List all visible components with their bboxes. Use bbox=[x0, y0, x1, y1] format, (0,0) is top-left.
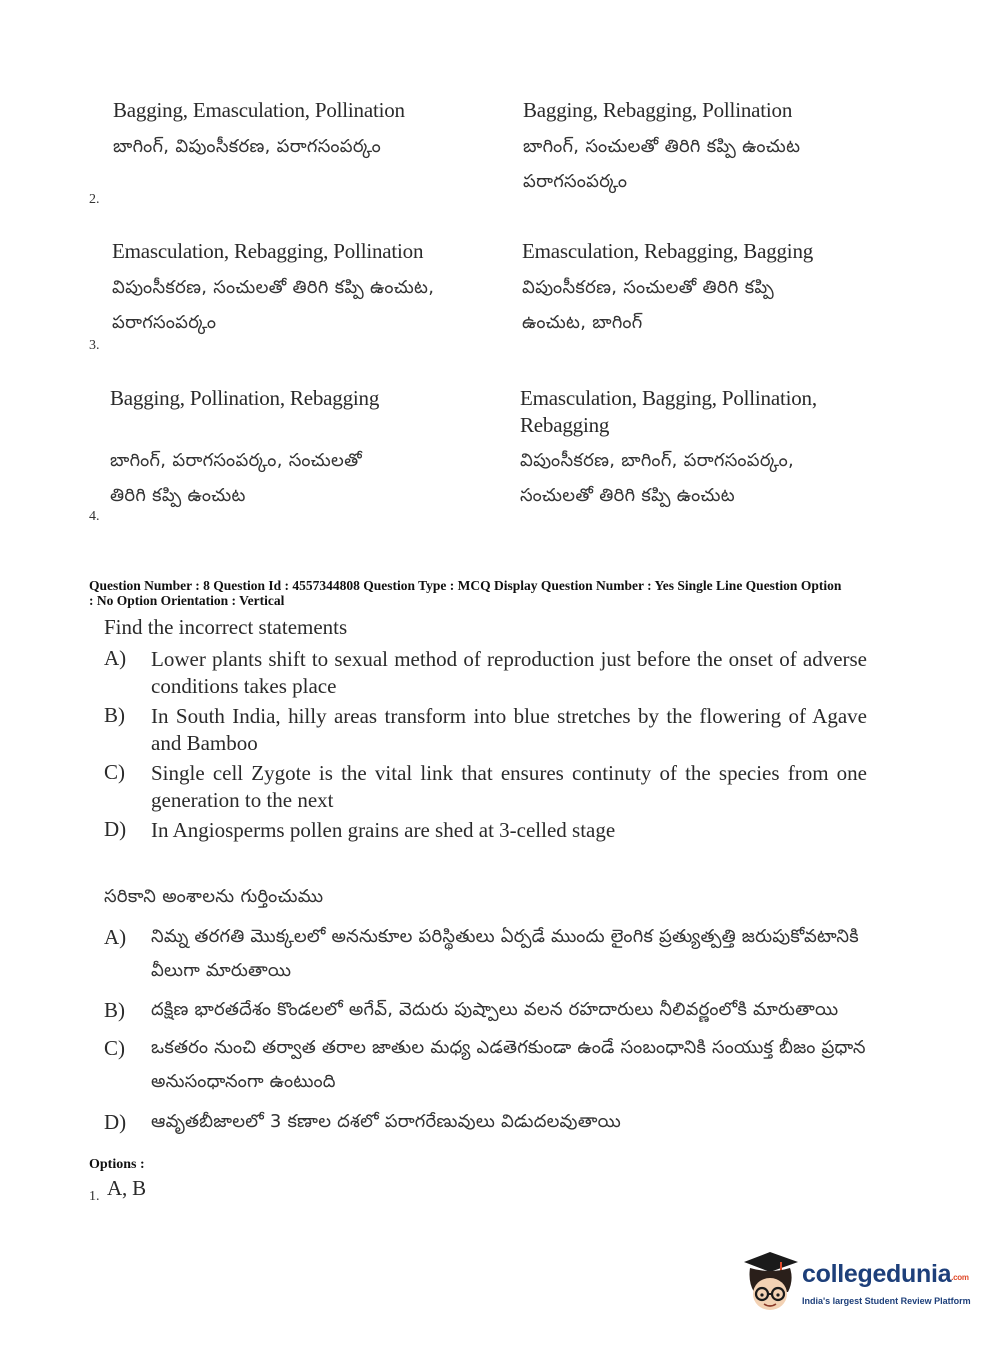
option-2-right-te-line2: పరాగసంపర్కం bbox=[523, 171, 628, 192]
option-3-right-te-line1: విపుంసీకరణ, సంచులతో తిరిగి కప్పి bbox=[522, 277, 775, 298]
question-stem-te: సరికాని అంశాలను గుర్తించుము bbox=[104, 886, 324, 907]
statement-te-d: ఆవృతబీజాలలో 3 కణాల దశలో పరాగరేణువులు విడుదలవుతాయి bbox=[151, 1111, 621, 1132]
option-4-right-en-line2: Rebagging bbox=[520, 413, 610, 437]
option-2-right-en: Bagging, Rebagging, Pollination bbox=[523, 98, 793, 122]
statement-te-c: ఒకతరం నుంచి తర్వాత తరాల జాతుల మధ్య ఎడతెగకుండా ఉండే సంబంధానికి సంయుక్త బీజం ప్రధాన అనుసంధానంగా ఉంటుంది bbox=[151, 1037, 866, 1092]
statement-en-c: Single cell Zygote is the vital link that ensures continuty of the species from one generation to the next bbox=[151, 761, 867, 812]
option-4-left-te-line2: తిరిగి కప్పి ఉంచుట bbox=[110, 485, 246, 506]
collegedunia-logo bbox=[740, 1252, 970, 1316]
option-2-right-te-line1: బాగింగ్, సంచులతో తిరిగి కప్పి ఉంచుట bbox=[523, 136, 801, 157]
options-label: Options : bbox=[89, 1157, 145, 1172]
statement-te-label-c: C) bbox=[104, 1036, 125, 1060]
logo-suffix: .com bbox=[951, 1273, 969, 1282]
option-3-left-te-line2: పరాగసంపర్కం bbox=[112, 312, 217, 333]
option-2-left-en: Bagging, Emasculation, Pollination bbox=[113, 98, 405, 122]
option-2-left-te: బాగింగ్, విపుంసీకరణ, పరాగసంపర్కం bbox=[113, 136, 382, 157]
option-4-right-en-line1: Emasculation, Bagging, Pollination, bbox=[520, 386, 817, 410]
option-4-right-te-line1: విపుంసీకరణ, బాగింగ్, పరాగసంపర్కం, bbox=[520, 450, 795, 471]
option-3-number: 3. bbox=[89, 338, 100, 353]
option-1-text: A, B bbox=[107, 1176, 146, 1200]
option-4-left-te-line1: బాగింగ్, పరాగసంపర్కం, సంచులతో bbox=[110, 450, 362, 471]
statement-te-label-d: D) bbox=[104, 1110, 127, 1134]
mascot-icon bbox=[740, 1252, 802, 1316]
option-1-number: 1. bbox=[89, 1189, 100, 1204]
logo-name: collegedunia bbox=[802, 1260, 952, 1288]
statement-te-label-a: A) bbox=[104, 925, 127, 949]
question-meta-line2: : No Option Orientation : Vertical bbox=[89, 593, 285, 608]
statement-en-d: In Angiosperms pollen grains are shed at 3-celled stage bbox=[151, 818, 616, 842]
option-4-number: 4. bbox=[89, 509, 100, 524]
statement-en-label-d: D) bbox=[104, 817, 127, 841]
option-3-right-en: Emasculation, Rebagging, Bagging bbox=[522, 239, 814, 263]
statement-en-b: In South India, hilly areas transform into blue stretches by the flowering of Agave and Bamboo bbox=[151, 704, 867, 755]
question-stem-en: Find the incorrect statements bbox=[104, 615, 348, 639]
option-2-number: 2. bbox=[89, 192, 100, 207]
statement-en-label-b: B) bbox=[104, 703, 125, 727]
statement-en-a: Lower plants shift to sexual method of reproduction just before the onset of adverse conditions takes place bbox=[151, 647, 867, 698]
question-meta-line1: Question Number : 8 Question Id : 4557344808 Question Type : MCQ Display Question Number : Yes Single Line Question Option bbox=[89, 578, 842, 593]
option-3-left-te-line1: విపుంసీకరణ, సంచులతో తిరిగి కప్పి ఉంచుట, bbox=[112, 277, 435, 298]
option-4-right-te-line2: సంచులతో తిరిగి కప్పి ఉంచుట bbox=[520, 485, 735, 506]
question-meta bbox=[89, 578, 919, 608]
option-4-left-en: Bagging, Pollination, Rebagging bbox=[110, 386, 380, 410]
statement-te-a: నిమ్న తరగతి మొక్కలలో అననుకూల పరిస్థితులు ఏర్పడే ముందు లైంగిక ప్రత్యుత్పత్తి జరుపుకోవటానికి వీలుగా మారుతాయి bbox=[151, 926, 859, 981]
statement-en-label-c: C) bbox=[104, 760, 125, 784]
statement-en-label-a: A) bbox=[104, 646, 127, 670]
option-3-right-te-line2: ఉంచుట, బాగింగ్ bbox=[522, 312, 643, 333]
statement-te-label-b: B) bbox=[104, 998, 125, 1022]
logo-tagline: India's largest Student Review Platform bbox=[802, 1296, 971, 1306]
option-3-left-en: Emasculation, Rebagging, Pollination bbox=[112, 239, 424, 263]
statement-te-b: దక్షిణ భారతదేశం కొండలలో అగేవ్, వెదురు పుష్పాలు వలన రహదారులు నీలివర్ణంలోకి మారుతాయి bbox=[151, 999, 839, 1020]
